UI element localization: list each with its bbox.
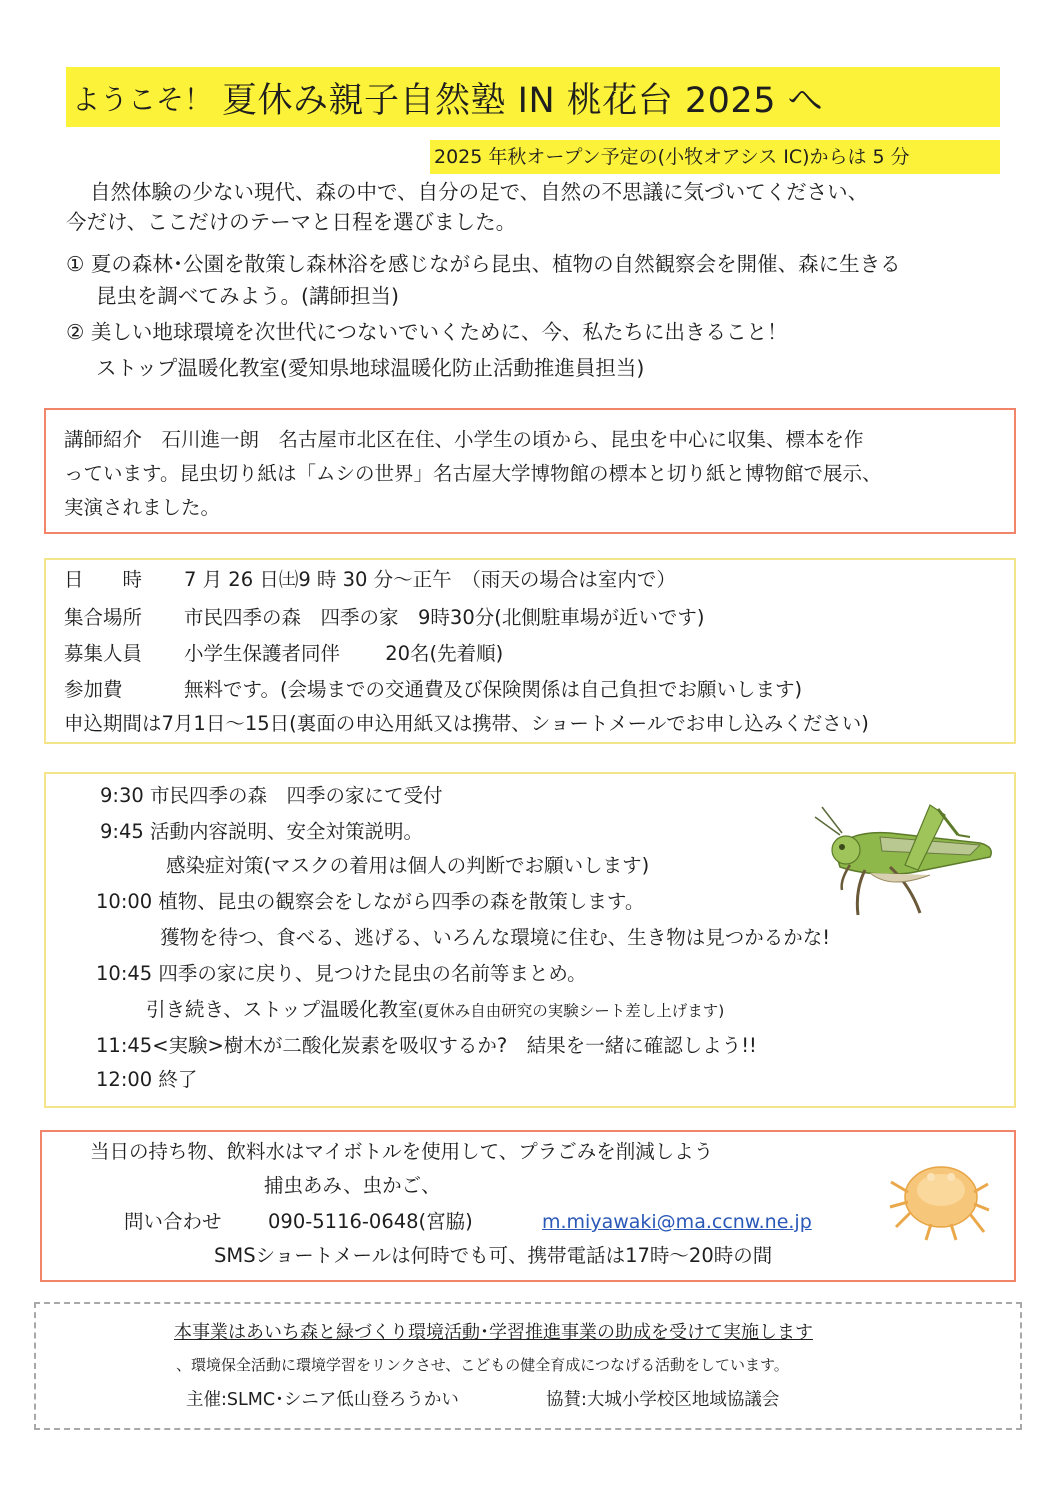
bring-line-1: 当日の持ち物、飲料水はマイボトルを使用して、プラごみを削減しよう [90,1140,714,1163]
sms-note: SMSショートメールは何時でも可、携帯電話は17時～20時の間 [214,1244,773,1267]
footer-note: 、環境保全活動に環境学習をリンクさせ、こどもの健全育成につなげる活動をしています。 [176,1356,789,1374]
detail-recruit-label: 募集人員 [64,642,143,665]
instructor-line-3: 実演されました。 [64,496,221,519]
contact-email-link[interactable]: m.miyawaki@ma.ccnw.ne.jp [542,1211,812,1233]
intro-item-1-line-1: ① 夏の森林･公園を散策し森林浴を感じながら昆虫、植物の自然観察会を開催、森に生きる [66,252,901,276]
schedule-line: 9:45 活動内容説明、安全対策説明。 [100,820,423,843]
title-main: 夏休み親子自然塾 IN 桃花台 2025 へ [222,81,824,121]
instructor-line-1: 講師紹介 石川進一朗 名古屋市北区在住、小学生の頃から、昆虫を中心に収集、標本を作 [64,428,864,451]
schedule-line: 10:45 四季の家に戻り、見つけた昆虫の名前等まとめ。 [96,962,587,985]
schedule-line-7-note: (夏休み自由研究の実験シート差し上げます) [417,1002,725,1020]
intro-line-2: 今だけ、ここだけのテーマと日程を選びました。 [66,210,517,234]
title-lead: ようこそ！ [72,83,213,116]
subtitle: 2025 年秋オープン予定の(小牧オアシス IC)からは 5 分 [434,146,910,168]
footer-cosponsor: 協賛:大城小学校区地域協議会 [546,1390,780,1410]
detail-apply-period: 申込期間は7月1日～15日(裏面の申込用紙又は携帯、ショートメールでお申し込みください) [64,712,869,735]
detail-place-value: 市民四季の森 四季の家 9時30分(北側駐車場が近いです) [184,606,705,629]
schedule-line: 9:30 市民四季の森 四季の家にて受付 [100,784,443,807]
page-title [66,70,1000,126]
contact-phone[interactable]: 090-5116-0648(宮脇) [268,1210,473,1233]
detail-date-label: 日 時 [64,568,143,591]
grasshopper-icon [810,795,1005,920]
schedule-line-7 [146,996,724,1025]
intro-item-2-line-2: ストップ温暖化教室(愛知県地球温暖化防止活動推進員担当) [96,356,645,380]
schedule-line: 10:00 植物、昆虫の観察会をしながら四季の森を散策します。 [96,890,645,913]
detail-fee-value: 無料です。(会場までの交通費及び保険関係は自己負担でお願いします) [184,678,803,701]
detail-place-label: 集合場所 [64,606,143,629]
insect-papercut-icon [886,1152,991,1242]
schedule-line: 感染症対策(マスクの着用は個人の判断でお願いします) [166,854,650,877]
footer-grant: 本事業はあいち森と緑づくり環境活動･学習推進事業の助成を受けて実施します [174,1322,813,1343]
detail-recruit-value: 小学生保護者同伴 20名(先着順) [184,642,504,665]
schedule-line: 11:45<実験>樹木が二酸化炭素を吸収するか? 結果を一緒に確認しよう!! [96,1034,757,1057]
schedule-line: 獲物を待つ、食べる、逃げる、いろんな環境に住む、生き物は見つかるかな! [160,926,831,949]
intro-item-1-line-2: 昆虫を調べてみよう。(講師担当) [96,284,399,308]
intro-item-2-line-1: ② 美しい地球環境を次世代につないでいくために、今、私たちに出きること！ [66,320,788,344]
detail-fee-label: 参加費 [64,678,123,701]
intro-line-1: 自然体験の少ない現代、森の中で、自分の足で、自然の不思議に気づいてください、 [90,180,869,204]
footer-organizer: 主催:SLMC･シニア低山登ろうかい [186,1390,459,1410]
schedule-line-7-main: 引き続き、ストップ温暖化教室 [146,998,418,1021]
contact-label: 問い合わせ [124,1210,222,1233]
detail-date-value: 7 月 26 日㈯9 時 30 分～正午 （雨天の場合は室内で） [184,568,676,591]
instructor-line-2: っています。昆虫切り紙は「ムシの世界」名古屋大学博物館の標本と切り紙と博物館で展示、 [64,462,882,485]
schedule-line: 12:00 終了 [96,1068,198,1091]
bring-line-2: 捕虫あみ、虫かご、 [264,1174,441,1197]
